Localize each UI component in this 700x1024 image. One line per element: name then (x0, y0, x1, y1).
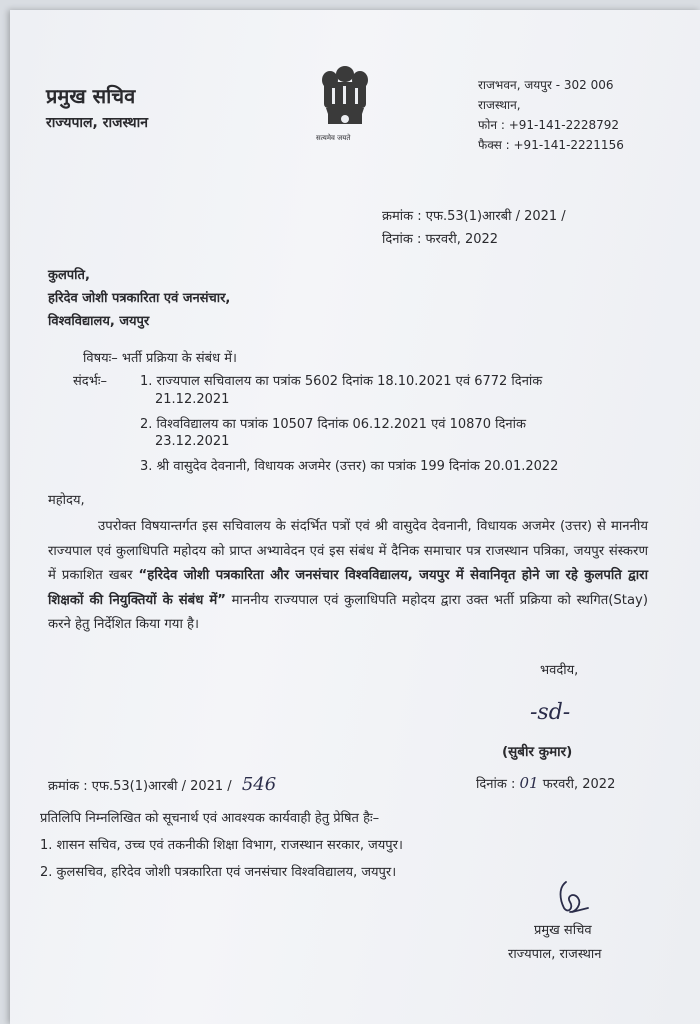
sender-title: प्रमुख सचिव (46, 84, 136, 108)
dispatch-date (476, 774, 615, 792)
signature-mark: -sd- (530, 700, 571, 725)
handwritten-dispatch-number: 546 (241, 774, 277, 795)
subject-line: विषयः– भर्ती प्रक्रिया के संबंध में। (83, 351, 237, 366)
dispatch-number (48, 774, 276, 795)
dispatch-number-text: क्रमांक : एफ.53(1)आरबी / 2021 / (48, 779, 232, 794)
body-text: उपरोक्त विषयान्तर्गत इस सचिवालय के संदर्भित पत्रों एवं श्री वासुदेव देवनानी, विधायक अजमेर (उत्तर) से माननीय राज्यपाल एवं कुलाधिपति महोदय को प्राप्त अभ्यावेदन एवं इस संबंध में दैनिक समाचार पत्र राजस्थान पत्रिका, जयपुर संस्करण में प्रकाशित खबर (48, 519, 648, 583)
sender-office: राज्यपाल, राजस्थान (46, 115, 148, 131)
salutation: महोदय, (48, 493, 85, 508)
address-line: राजस्थान, (478, 98, 521, 112)
footer-signatory-office: राज्यपाल, राजस्थान (508, 947, 602, 962)
references-label: संदर्भः– (73, 374, 107, 389)
addressee-line: कुलपति, (48, 268, 90, 283)
initials-signature (548, 878, 596, 918)
addressee-line: हरिदेव जोशी पत्रकारिता एवं जनसंचार, (48, 291, 231, 306)
copy-list-item: 1. शासन सचिव, उच्च एवं तकनीकी शिक्षा विभाग, राजस्थान सरकार, जयपुर। (40, 838, 403, 853)
signatory-name: (सुबीर कुमार) (502, 744, 573, 760)
fax-line: फैक्स : +91-141-2221156 (478, 138, 624, 152)
emblem-motto: सत्यमेव जयते (316, 134, 351, 142)
news-headline-quote: “हरिदेव जोशी पत्रकारिता और जनसंचार विश्वविद्यालय, जयपुर में सेवानिवृत होने जा रहे कुलपति द्वारा शिक्षकों की नियुक्तियों के संबंध में” (48, 568, 648, 608)
copy-list-item: 2. कुलसचिव, हरिदेव जोशी पत्रकारिता एवं जनसंचार विश्वविद्यालय, जयपुर। (40, 865, 397, 880)
letter-page (10, 10, 700, 1024)
footer-signatory-title: प्रमुख सचिव (534, 923, 592, 938)
reference-item: 1. राज्यपाल सचिवालय का पत्रांक 5602 दिनांक 18.10.2021 एवं 6772 दिनांक (140, 374, 543, 389)
addressee-line: विश्वविद्यालय, जयपुर (48, 314, 150, 329)
closing: भवदीय, (540, 663, 579, 678)
reference-item-date: 23.12.2021 (155, 434, 230, 449)
copy-intro: प्रतिलिपि निम्नलिखित को सूचनार्थ एवं आवश्यक कार्यवाही हेतु प्रेषित हैः– (40, 811, 380, 826)
reference-item: 3. श्री वासुदेव देवनानी, विधायक अजमेर (उत्तर) का पत्रांक 199 दिनांक 20.01.2022 (140, 459, 559, 474)
letter-body (48, 515, 648, 638)
address-line: राजभवन, जयपुर - 302 006 (478, 78, 614, 92)
reference-item: 2. विश्वविद्यालय का पत्रांक 10507 दिनांक 06.12.2021 एवं 10870 दिनांक (140, 417, 526, 432)
phone-line: फोन : +91-141-2228792 (478, 118, 620, 132)
reference-date: दिनांक : फरवरी, 2022 (382, 232, 499, 247)
body-text: माननीय राज्यपाल एवं कुलाधिपति महोदय द्वारा उक्त भर्ती प्रक्रिया को स्थगित(Stay) करने हेतु निर्देशित किया गया है। (48, 592, 648, 632)
handwritten-day: 01 (519, 774, 539, 792)
dispatch-date-rest: फरवरी, 2022 (542, 777, 616, 792)
reference-number: क्रमांक : एफ.53(1)आरबी / 2021 / (382, 209, 566, 224)
dispatch-date-label: दिनांक : (476, 777, 516, 792)
reference-item-date: 21.12.2021 (155, 392, 230, 407)
